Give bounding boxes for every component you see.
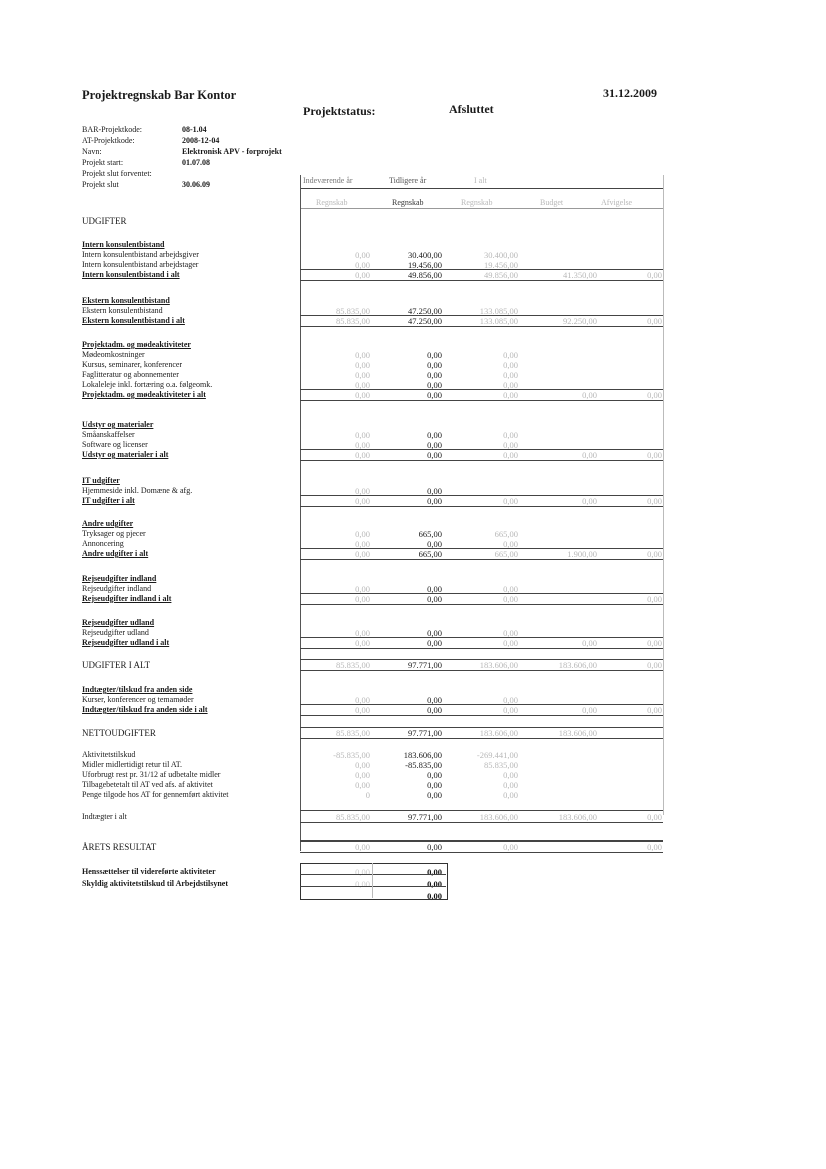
status-value: Afsluttet [449,102,494,116]
amount-c2: 665,00 [418,529,442,539]
subtotal-rule-top [300,659,663,660]
meta-label: BAR-Projektkode: [82,125,142,134]
amount-c1: 0,00 [355,628,370,638]
amount-c1: -85.835,00 [333,750,370,760]
amount-c1: 0,00 [355,594,370,604]
section-heading: Rejseudgifter indland [82,574,157,583]
amount-c2: 0,00 [427,594,442,604]
line-item-label: Software og licenser [82,440,148,449]
amount-c3: 183.606,00 [479,660,518,670]
amount-c1: 0,00 [355,780,370,790]
amount-c3: 0,00 [503,584,518,594]
amount-c2: 0,00 [427,486,442,496]
meta-label: Projekt slut forventet: [82,169,152,178]
amount-c2: 19.456,00 [408,260,442,270]
amount-c2: 97.771,00 [408,660,442,670]
subtotal-rule-bottom [300,715,663,716]
amount-c2: 0,00 [427,360,442,370]
amount-c1: 0,00 [355,496,370,506]
amount-c3: 0,00 [503,496,518,506]
subtotal-rule-top [300,389,663,390]
meta-label: AT-Projektkode: [82,136,135,145]
amount-c4: 1.900,00 [567,549,597,559]
amount-c1: 0,00 [355,638,370,648]
amount-c5: 0,00 [647,812,662,822]
subtotal-rule-bottom [300,326,663,327]
subtotal-label: Indtægter/tilskud fra anden side i alt [82,705,208,714]
amount-c1: 0,00 [355,549,370,559]
meta-value: 01.07.08 [182,158,210,167]
amount-c2: 0,00 [427,584,442,594]
amount-c1: 0,00 [355,879,370,889]
amount-c1: 0,00 [355,440,370,450]
subtotal-rule-top [300,637,663,638]
amount-c5: 0,00 [647,316,662,326]
amount-c1: 0,00 [355,842,370,852]
amount-c1: 85.835,00 [336,660,370,670]
subtotal-rule-top [300,593,663,594]
amount-c1: 0,00 [355,529,370,539]
amount-c1: 0,00 [355,867,370,877]
line-item-label: Intern konsulentbistand arbejdstager [82,260,199,269]
subtotal-rule-top [300,449,663,450]
amount-c3: 0,00 [503,695,518,705]
header-col1: Regnskab [316,198,348,207]
amount-c4: 0,00 [582,496,597,506]
amount-c1: 0,00 [355,390,370,400]
amount-c2: 0,00 [427,780,442,790]
subtotal-rule-bottom [300,738,663,739]
amount-c5: 0,00 [647,638,662,648]
amount-c4: 183.606,00 [558,812,597,822]
amount-c5: 0,00 [647,705,662,715]
subtotal-label: Andre udgifter i alt [82,549,149,558]
amount-c2: 0,00 [427,370,442,380]
subtotal-rule-bottom [300,506,663,507]
amount-c5: 0,00 [647,594,662,604]
amount-c3: 0,00 [503,705,518,715]
amount-c1: 0,00 [355,450,370,460]
header-total: I alt [474,176,487,185]
amount-c1: 0,00 [355,370,370,380]
section-heading: Rejseudgifter udland [82,618,155,627]
summary-label: NETTOUDGIFTER [82,728,156,738]
section-heading: Udstyr og materialer [82,420,154,429]
table-right-border [663,175,664,815]
amount-c3: -269.441,00 [476,750,518,760]
amount-c2: 30.400,00 [408,250,442,260]
header-rule-1 [300,188,663,189]
subtotal-label: Rejseudgifter udland i alt [82,638,170,647]
amount-c2: 49.856,00 [408,270,442,280]
amount-c1: 0,00 [355,250,370,260]
amount-c2: 0,00 [427,539,442,549]
amount-c2: 0,00 [427,695,442,705]
amount-c3: 133.085,00 [479,306,518,316]
subtotal-rule-top [300,841,663,842]
amount-c2: 0,00 [427,790,442,800]
line-item-label: Faglitteratur og abonnementer [82,370,179,379]
amount-c2: 0,00 [427,867,442,877]
line-item-label: Indtægter i alt [82,812,127,821]
amount-c4: 0,00 [582,390,597,400]
amount-c2: 0,00 [427,879,442,889]
meta-value: Elektronisk APV - forprojekt [182,147,282,156]
amount-c2: 0,00 [427,891,442,901]
amount-c4: 0,00 [582,450,597,460]
amount-c1: 85.835,00 [336,306,370,316]
line-item-label: Uforbrugt rest pr. 31/12 af udbetalte midler [82,770,221,779]
amount-c4: 0,00 [582,705,597,715]
amount-c1: 0,00 [355,270,370,280]
header-col4: Budget [540,198,564,207]
amount-c2: 183.606,00 [403,750,442,760]
result-rule [300,840,663,841]
amount-c1: 85.835,00 [336,728,370,738]
section-heading: Intern konsulentbistand [82,240,165,249]
result-box-divider [372,863,373,898]
amount-c1: 0,00 [355,770,370,780]
amount-c5: 0,00 [647,496,662,506]
amount-c3: 0,00 [503,594,518,604]
amount-c2: -85.835,00 [405,760,442,770]
line-item-label: Intern konsulentbistand arbejdsgiver [82,250,199,259]
result-rule [300,822,663,823]
summary-label: UDGIFTER [82,216,127,226]
subtotal-rule-bottom [300,648,663,649]
report-title: Projektregnskab Bar Kontor [82,88,237,102]
subtotal-rule-top [300,315,663,316]
amount-c4: 183.606,00 [558,660,597,670]
amount-c3: 665,00 [494,549,518,559]
line-item-label: Tilbagebetetalt til AT ved afs. af aktivitet [82,780,213,789]
line-item-label: Skyldig aktivitetstilskud til Arbejdstilsynet [82,879,229,888]
subtotal-rule-top [300,548,663,549]
amount-c4: 41.350,00 [563,270,597,280]
amount-c3: 0,00 [503,780,518,790]
amount-c2: 97.771,00 [408,812,442,822]
subtotal-rule-bottom [300,400,663,401]
amount-c3: 0,00 [503,638,518,648]
amount-c1: 0,00 [355,350,370,360]
amount-c1: 0,00 [355,539,370,549]
result-box-rule-2 [300,886,446,887]
amount-c3: 0,00 [503,790,518,800]
report-date: 31.12.2009 [603,86,657,100]
result-box-rule-1 [300,874,446,875]
meta-value: 2008-12-04 [182,136,220,145]
result-box [300,863,448,900]
line-item-label: Rejseudgifter udland [82,628,149,637]
subtotal-rule-bottom [300,280,663,281]
subtotal-rule-top [300,704,663,705]
subtotal-label: Ekstern konsulentbistand i alt [82,316,185,325]
amount-c3: 0,00 [503,842,518,852]
meta-label: Navn: [82,147,102,156]
amount-c3: 665,00 [494,529,518,539]
line-item-label: Småanskaffelser [82,430,135,439]
amount-c2: 0,00 [427,390,442,400]
amount-c1: 0,00 [355,430,370,440]
header-rule-2 [300,208,663,209]
amount-c1: 85.835,00 [336,316,370,326]
amount-c3: 19.456,00 [484,260,518,270]
amount-c2: 0,00 [427,380,442,390]
amount-c2: 97.771,00 [408,728,442,738]
amount-c5: 0,00 [647,549,662,559]
line-item-label: Annoncering [82,539,124,548]
subtotal-label: Intern konsulentbistand i alt [82,270,180,279]
amount-c3: 0,00 [503,390,518,400]
amount-c3: 85.835,00 [484,760,518,770]
header-col3: Regnskab [461,198,493,207]
amount-c3: 183.606,00 [479,728,518,738]
line-item-label: Hjemmeside inkl. Domæne & afg. [82,486,193,495]
header-col2: Regnskab [392,198,424,207]
subtotal-rule-top [300,269,663,270]
amount-c2: 0,00 [427,842,442,852]
header-current-year: Indeværende år [303,176,353,185]
result-rule [300,810,663,811]
meta-value: 08-1.04 [182,125,207,134]
summary-label: UDGIFTER I ALT [82,660,151,670]
amount-c2: 0,00 [427,638,442,648]
amount-c4: 183.606,00 [558,728,597,738]
amount-c3: 49.856,00 [484,270,518,280]
amount-c5: 0,00 [647,450,662,460]
header-previous-year: Tidligere år [389,176,427,185]
meta-label: Projekt start: [82,158,124,167]
amount-c2: 47.250,00 [408,316,442,326]
amount-c2: 0,00 [427,350,442,360]
amount-c3: 183.606,00 [479,812,518,822]
amount-c3: 0,00 [503,450,518,460]
line-item-label: Ekstern konsulentbistand [82,306,163,315]
section-heading: Ekstern konsulentbistand [82,296,170,305]
subtotal-label: IT udgifter i alt [82,496,135,505]
amount-c5: 0,00 [647,270,662,280]
amount-c3: 0,00 [503,350,518,360]
amount-c5: 0,00 [647,390,662,400]
amount-c3: 0,00 [503,539,518,549]
section-heading: Andre udgifter [82,519,134,528]
amount-c2: 0,00 [427,705,442,715]
section-heading: Projektadm. og mødeaktiviteter [82,340,191,349]
amount-c3: 0,00 [503,370,518,380]
line-item-label: Kursus, seminarer, konferencer [82,360,183,369]
amount-c1: 0,00 [355,705,370,715]
status-label: Projektstatus: [303,104,376,118]
amount-c1: 0,00 [355,584,370,594]
subtotal-rule-bottom [300,559,663,560]
subtotal-label: Rejseudgifter indland i alt [82,594,172,603]
result-rule [300,852,663,853]
line-item-label: Henssættelser til videreførte aktiviteter [82,867,216,876]
subtotal-rule-bottom [300,604,663,605]
section-heading: Indtægter/tilskud fra anden side [82,685,193,694]
subtotal-label: Udstyr og materialer i alt [82,450,169,459]
amount-c3: 0,00 [503,380,518,390]
amount-c4: 92.250,00 [563,316,597,326]
amount-c1: 0,00 [355,486,370,496]
header-col5: Afvigelse [601,198,633,207]
amount-c1: 0,00 [355,360,370,370]
amount-c3: 133.085,00 [479,316,518,326]
summary-label: ÅRETS RESULTAT [82,842,157,852]
amount-c2: 0,00 [427,440,442,450]
line-item-label: Rejseudgifter indland [82,584,152,593]
subtotal-label: Projektadm. og mødeaktiviteter i alt [82,390,206,399]
line-item-label: Aktivitetstilskud [82,750,136,759]
amount-c2: 0,00 [427,430,442,440]
amount-c3: 0,00 [503,628,518,638]
amount-c3: 30.400,00 [484,250,518,260]
line-item-label: Tryksager og pjecer [82,529,146,538]
line-item-label: Penge tilgode hos AT for gennemført aktivitet [82,790,229,799]
amount-c1: 0,00 [355,760,370,770]
amount-c1: 0,00 [355,260,370,270]
amount-c2: 0,00 [427,450,442,460]
amount-c2: 665,00 [418,549,442,559]
line-item-label: Kurser, konferencer og temamøder [82,695,194,704]
amount-c5: 0,00 [647,660,662,670]
amount-c2: 0,00 [427,628,442,638]
line-item-label: Midler midlertidigt retur til AT. [82,760,183,769]
amount-c5: 0,00 [647,842,662,852]
amount-c1: 0,00 [355,380,370,390]
amount-c1: 0 [365,790,370,800]
amount-c4: 0,00 [582,638,597,648]
amount-c2: 0,00 [427,496,442,506]
line-item-label: Mødeomkostninger [82,350,145,359]
line-item-label: Lokaleleje inkl. fortæring o.a. følgeomk. [82,380,213,389]
amount-c3: 0,00 [503,360,518,370]
subtotal-rule-top [300,495,663,496]
meta-value: 30.06.09 [182,180,210,189]
amount-c3: 0,00 [503,430,518,440]
subtotal-rule-bottom [300,460,663,461]
amount-c1: 85.835,00 [336,812,370,822]
subtotal-rule-top [300,727,663,728]
meta-label: Projekt slut [82,180,119,189]
amount-c3: 0,00 [503,770,518,780]
amount-c2: 0,00 [427,770,442,780]
subtotal-rule-bottom [300,670,663,671]
amount-c2: 47.250,00 [408,306,442,316]
amount-c1: 0,00 [355,695,370,705]
amount-c3: 0,00 [503,440,518,450]
section-heading: IT udgifter [82,476,120,485]
